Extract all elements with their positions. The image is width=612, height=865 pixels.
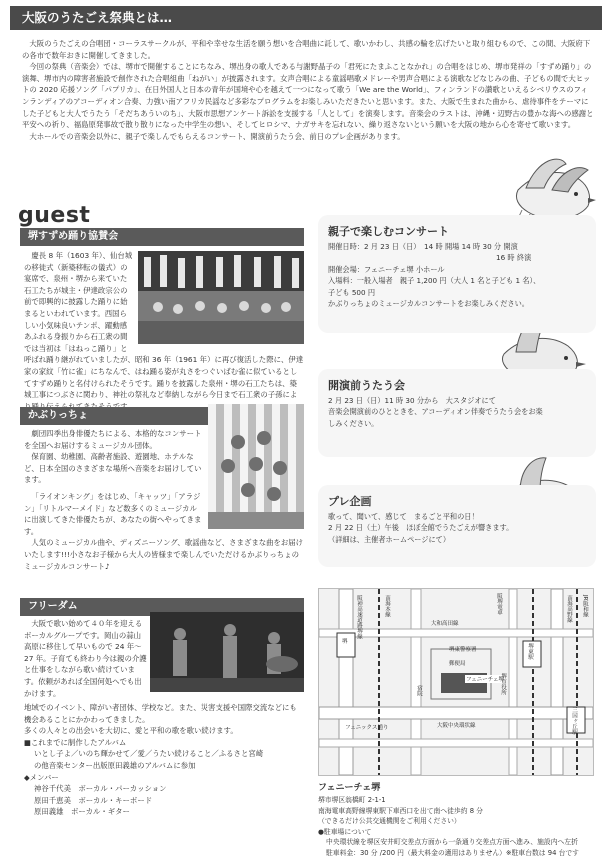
freedom-member: 原田千恵美 ボーカル・キーボード	[34, 795, 153, 805]
map-label-sakai-station: 堺東駅	[527, 643, 533, 660]
event-title-pre: プレ企画	[328, 495, 372, 508]
venue-info	[318, 782, 602, 858]
event-title-kaien: 開演前うたう会	[328, 379, 405, 392]
event-line: 開催会場：フェニーチェ堺 小ホール	[328, 264, 445, 274]
parking-fees: 駐車料金：30 分 /200 円（最大料金の適用はありません）※駐車台数は 94 台です	[326, 848, 579, 857]
venue-access: 南海電車高野線堺東駅下車西口を出て南へ徒歩約 8 分	[318, 806, 483, 815]
freedom-albums: いとし子よ／いのち輝かせて／愛／うたい続けること／ふるさと宮崎	[34, 749, 264, 759]
kaburichyo-paragraph-3: 「ライオンキング」をはじめ、「キャッツ」「アラジン」「リトルマーメイド」など数多くのミュージカルに出演してきた俳優たちが、あなたの街へやってきます。	[24, 492, 202, 536]
kaburichyo-paragraph-2: 保育園、幼稚園、高齢者施設、遊園地、ホテルなど、日本全国のさまざまな場所へ音楽をお届けしています。	[24, 452, 202, 485]
event-box-kaien	[318, 369, 596, 457]
map-label-hanseki: 阪堺電車	[496, 593, 502, 615]
event-box-pre	[318, 485, 596, 567]
map-label-nankai: 南海本線	[384, 595, 390, 617]
event-line: 2 月 22 日（土）午後 ほぼ全館でうたごえが響きます。	[328, 523, 514, 533]
suzume-paragraph: 慶長 8 年（1603 年）、仙台城の移徙式（新築移転の儀式）の宴席で、泉州・堺から来ていた石工たちが城主・伊達政宗公の前で即興的に披露した踊りに始まるといわれています。西国ら しい小気味良いテンポ、躍動感あふれる身振りから石工衆の間では当初は「はねっこ踊り」と呼ばれ踊り継がれていましたが、昭和 36 年（1961 年）に再び復活した際に、伊達家の家紋「竹に雀」にちなんで、はね踊る姿が丸さをつぐいばむ雀に似ているとしてすずめ踊りと名付けられたそうです。踊りを披露した泉州・堺の石工たちは、築城工事につぶさに関わり、神社の祭礼など奉納しながら今日まで石工衆の子孫によ	[24, 251, 304, 400]
kaburichyo-paragraph-4: 人気のミュージカル曲や、ディズニーソング、歌謡曲など、さまざまな曲をお届けいたします!!!小さなお子様から大人の皆様まで楽しんでいただけるかぶりっちょのミュージカルコンサート♪	[24, 538, 304, 571]
event-line: 歌って、聞いて、感じて まるごと平和の日！	[328, 512, 479, 521]
freedom-text	[24, 618, 148, 699]
freedom-paragraph-3: 多くの人々との出会いを大切に、愛と平和の歌を歌い続けます。	[24, 726, 238, 736]
map-label-sakai: 堺	[342, 639, 348, 645]
event-details-oyako	[328, 241, 586, 309]
event-title-oyako: 親子で楽しむコンサート	[328, 225, 449, 238]
kaburichyo-paragraph-1: 劇団四季出身俳優たちによる、本格的なコンサートを全国へお届けするミュージカル団体。	[24, 429, 202, 450]
intro-paragraph-2: 今回の祭典（音楽会）では、堺市で開催することにちなみ、堺出身の歌人である与謝野晶子の「君死にたまふことなかれ」の合唱をはじめ、堺市発祥の「すずめ踊り」の演舞、堺市内の障害者施設で創作された合唱組曲「ねがい」が披露されます。女声合唱による童謡唱歌メドレーや男声合唱による演歌などなじみの曲、子どもの間で大ヒットの 2020 応援ソング「パプリカ」、在日外国人と日本の青年が国境や心を越えて一つになって歌う「We are the World」、フィンランドの讃歌といえるシベリウスのフィンランディアのアコーディオン合奏、力強い南アフリカ民謡など多彩なプログラムをお楽しみいただきたいと思います。また、大阪で生まれた曲から、虐待事件をテーマにした子どもと大人でうたう「そだちあういのち」、大阪市思想アンケート訴訟を支援する「人として」を演奏します。音楽会のラストは、沖縄・辺野古の豊かな海への感謝と平安への祈り、福島原発事故で散り散りになった中学生の想い、そしてヒロシマ、ナガサキを忘れない、繰り返さないという願いを大阪の地から心を寄せて歌います。	[22, 62, 594, 130]
freedom-member: 神谷千代美 ボーカル・パーカッション	[34, 784, 167, 794]
map-label-phenix: フェニーチェ堺	[466, 677, 505, 683]
parking-directions: 中央環状線を堺区安井町交差点方面から一条通り交差点方面へ進み、施設内へ左折	[326, 838, 578, 846]
map-label-shukuin: 宿院	[416, 685, 422, 696]
venue-address: 堺市堺区翁橋町 2-1-1	[318, 796, 386, 804]
freedom-member: 原田義雄 ボーカル・ギター	[34, 807, 130, 817]
intro-paragraph-3: 大ホールでの音楽会以外に、親子で楽しんでもらえるコンサート、開演前うたう会、前日のプレ企画があります。	[29, 131, 405, 141]
freedom-members-heading: ◆メンバー	[24, 772, 59, 782]
map-label-post: 郵便局	[449, 661, 466, 667]
map-label-cityhall: 堺市役所	[500, 673, 506, 695]
kaburichyo-text-lower	[24, 491, 304, 572]
freedom-albums-heading: ■これまでに制作したアルバム	[24, 737, 127, 747]
venue-name: フェニーチェ堺	[318, 783, 381, 793]
event-line: （詳細は、主催者ホームページにて）	[328, 534, 451, 544]
freedom-paragraph-2: 地域でのイベント、障がい者団体、学校など。また、災害支援や国際交流などにも機会あることにかかわってきました。	[24, 703, 297, 724]
parking-heading: ●駐車場について	[318, 827, 372, 836]
section-title-suzume: 堺すずめ踊り協賛会	[20, 228, 304, 246]
map-label-sanpo: 三国ヶ丘駅	[571, 707, 577, 735]
guest-heading: guest	[18, 203, 91, 228]
map-label-odori: 大阪中央環状線	[437, 723, 476, 729]
suzume-text	[24, 250, 304, 412]
event-line: かぶりっちょのミュージカルコンサートをお楽しみください。	[328, 299, 529, 309]
map-label-street: フェニックス通り	[345, 725, 389, 731]
venue-map	[318, 588, 594, 776]
freedom-photo-illustration	[150, 612, 304, 692]
map-label-hanshin: 阪神高速道路堺線	[356, 595, 362, 639]
event-line: 16 時 終演	[496, 253, 532, 263]
event-line: 開催日時：2 月 23 日（日） 14 時 開場 14 時 30 分 開演	[328, 242, 518, 251]
section-title-kaburichyo: かぶりっちょ	[20, 407, 304, 425]
map-label-yamato: 大和高田線	[431, 621, 459, 627]
venue-access-note: （できるだけ公共交通機関をご利用ください）	[318, 817, 461, 825]
event-line: 入場料：一般入場者 親子 1,200 円（大人 1 名と子ども 1 名）、	[328, 276, 541, 286]
event-details-pre	[328, 511, 586, 545]
event-line: しみください。	[328, 418, 379, 428]
freedom-photo	[150, 612, 304, 692]
kaburichyo-text	[24, 428, 206, 486]
freedom-paragraph-1: 大阪で歌い始めて４０年を迎えるボーカルグループです。岡山の蒜山高原に移住して早いもので 24 年～ 27 年。子育ても終わり今は親の介護と仕事をしながら歌い続けています。依頼があれば全国何処へでも出かけます。	[24, 619, 147, 698]
intro-text	[22, 38, 594, 142]
map-label-jr: JR阪和線	[582, 595, 588, 617]
page-header: 大阪のうたごえ祭典とは…	[10, 6, 602, 30]
event-line: 子ども 500 円	[328, 287, 376, 297]
freedom-albums-2: の他音楽センター出版原田義雄のアルバムに参加	[34, 760, 196, 770]
map-label-nankai-koya: 南海高野線	[566, 595, 572, 623]
event-details-kaien	[328, 395, 586, 429]
map-label-police: 堺東警察署	[449, 647, 477, 653]
intro-paragraph-1: 大阪のうたごえの合唱団・コーラスサークルが、平和や幸せな生活を願う想いを合唱曲に託して、歌いかわし、共感の輪を広げたいと取り組むもので、この間、大阪府下の各市で数年おきに開催してきました。	[22, 39, 591, 60]
event-box-oyako	[318, 215, 596, 333]
event-line: 2 月 23 日（日）11 時 30 分から 大スタジオにて	[328, 396, 496, 405]
event-line: 音楽会開演前のひとときを、アコーディオン伴奏でうたう会をお楽	[328, 407, 543, 417]
freedom-text-lower	[24, 702, 304, 818]
section-title-freedom: フリーダム	[20, 598, 304, 616]
